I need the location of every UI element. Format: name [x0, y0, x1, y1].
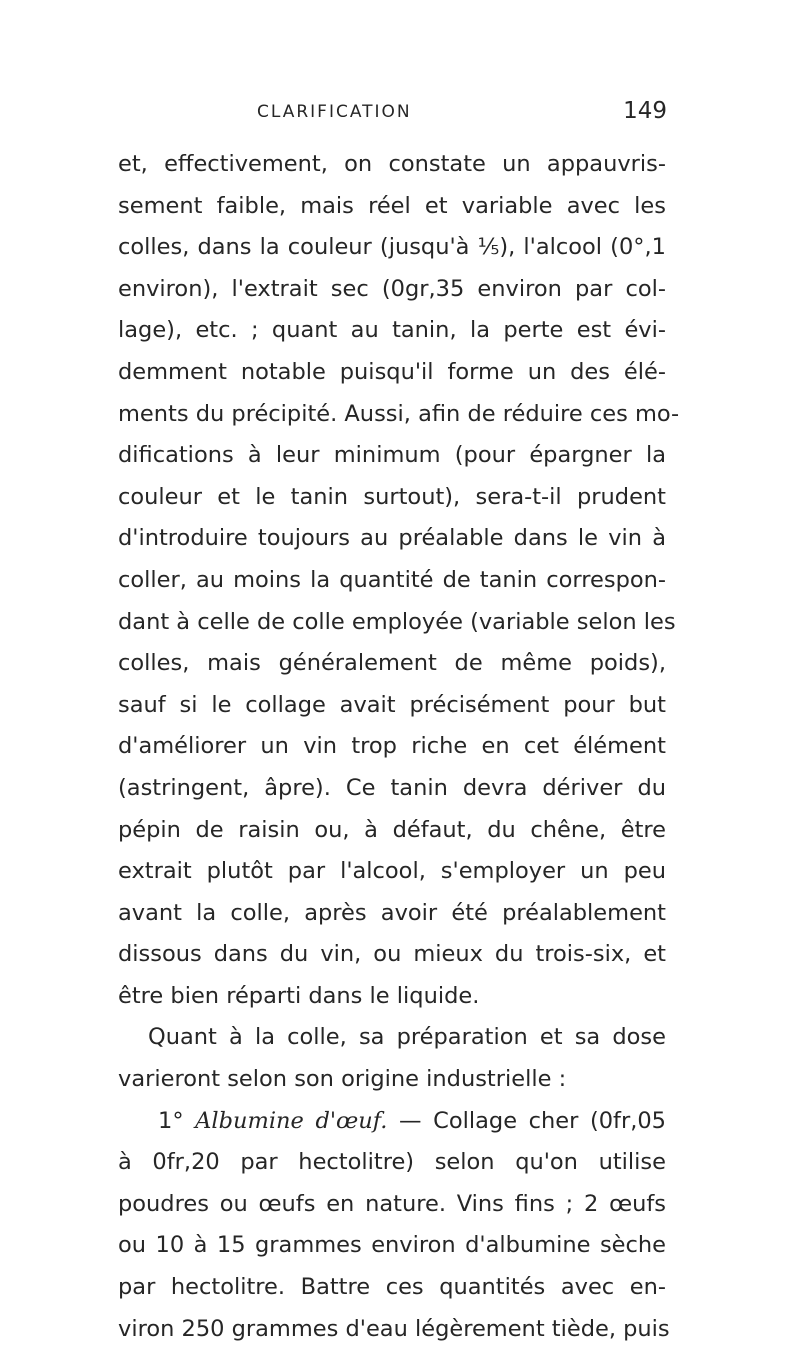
- text-line: et, effectivement, on constate un appauvris-: [118, 151, 666, 177]
- list-item-text: — Collage cher (0fr,05: [399, 1107, 666, 1134]
- page-number: 149: [623, 98, 667, 124]
- text-line: (astringent, âpre). Ce tanin devra dériver du: [118, 774, 666, 801]
- text-line: lage), etc. ; quant au tanin, la perte est évi-: [118, 317, 666, 344]
- text-line: à 0fr,20 par hectolitre) selon qu'on utilise: [118, 1149, 666, 1176]
- text-line: viron 250 grammes d'eau légèrement tiède, puis: [118, 1315, 670, 1342]
- text-line: d'introduire toujours au préalable dans le vin à: [118, 525, 666, 552]
- text-line: sauf si le collage avait précisément pour but: [118, 691, 666, 718]
- text-line: par hectolitre. Battre ces quantités avec en-: [118, 1274, 666, 1301]
- running-title: CLARIFICATION: [257, 102, 412, 122]
- text-line: environ), l'extrait sec (0gr,35 environ par col-: [118, 275, 666, 302]
- body-text: [118, 144, 680, 1350]
- text-line: coller, au moins la quantité de tanin correspon-: [118, 566, 666, 593]
- list-item-number: 1°: [158, 1107, 184, 1134]
- text-line: dissous dans du vin, ou mieux du trois-six, et: [118, 941, 666, 968]
- text-line: être bien réparti dans le liquide.: [118, 982, 480, 1009]
- list-item-title: Albumine d'œuf.: [195, 1107, 388, 1134]
- text-line: ou 10 à 15 grammes environ d'albumine sèche: [118, 1232, 666, 1259]
- text-line: couleur et le tanin surtout), sera-t-il prudent: [118, 483, 666, 510]
- text-line: d'améliorer un vin trop riche en cet élément: [118, 733, 666, 760]
- text-line: avant la colle, après avoir été préalablement: [118, 899, 666, 926]
- text-line: colles, dans la couleur (jusqu'à ⅕), l'alcool (0°,1: [118, 234, 666, 261]
- running-head: [227, 98, 667, 134]
- text-line: ments du précipité. Aussi, afin de réduire ces mo-: [118, 400, 680, 427]
- text-line: poudres ou œufs en nature. Vins fins ; 2 œufs: [118, 1190, 666, 1217]
- list-item-heading: [118, 1101, 666, 1143]
- text-line: dant à celle de colle employée (variable selon les: [118, 608, 676, 635]
- text-line: pépin de raisin ou, à défaut, du chêne, être: [118, 816, 666, 843]
- text-line: varieront selon son origine industrielle :: [118, 1066, 567, 1093]
- text-line: extrait plutôt par l'alcool, s'employer un peu: [118, 858, 666, 885]
- text-line: colles, mais généralement de même poids),: [118, 650, 666, 677]
- text-line: demment notable puisqu'il forme un des élé-: [118, 358, 666, 385]
- text-line: sement faible, mais réel et variable avec les: [118, 192, 666, 219]
- text-line: Quant à la colle, sa préparation et sa dose: [148, 1024, 666, 1051]
- text-line: difications à leur minimum (pour épargner la: [118, 442, 666, 469]
